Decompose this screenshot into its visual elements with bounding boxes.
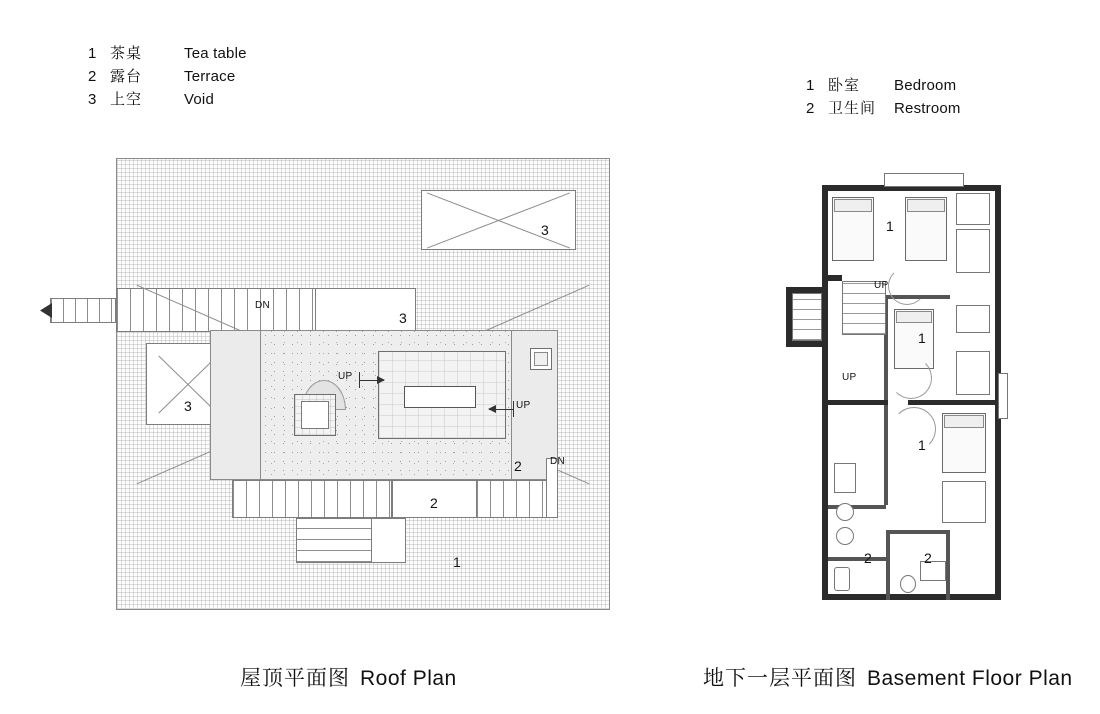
bridge-direction-arrow-icon	[40, 303, 52, 318]
tea-table-furniture	[404, 386, 476, 408]
wall-bath2-left	[886, 530, 890, 600]
legend-label-cn: 茶桌	[110, 45, 143, 62]
roof-plan-caption-cn: 屋顶平面图	[240, 667, 350, 690]
entry-step-edge-3	[786, 341, 826, 347]
wall-corridor-lower	[884, 405, 888, 505]
wall-bath2-top	[888, 530, 948, 534]
pillow-top-right	[907, 199, 945, 212]
basement-plan-caption	[703, 662, 1073, 692]
wall-partition-mid-right	[908, 400, 1001, 405]
legend-label-en: Bedroom	[894, 77, 957, 94]
up-arrow-right-icon	[489, 409, 513, 410]
entry-threshold	[822, 275, 842, 281]
pillow-lower	[944, 415, 984, 428]
roof-hatch-access-inner	[534, 352, 548, 366]
legend-number: 1	[806, 77, 815, 94]
basement-plan-caption-en: Basement Floor Plan	[867, 667, 1073, 690]
label-up-left: UP	[338, 371, 353, 382]
wall-bath2-right	[946, 530, 950, 600]
wardrobe-lower	[942, 481, 986, 523]
bridge-tail-steps	[50, 298, 116, 323]
wall-bath1-mid	[828, 557, 886, 561]
label-bedroom-3: 1	[918, 437, 926, 453]
toilet-2	[900, 575, 916, 593]
wardrobe-top	[956, 193, 990, 225]
toilet-1	[834, 567, 850, 591]
terrace-right-edge-wall	[546, 458, 558, 518]
wall-bottom-outer	[822, 594, 1001, 600]
legend-item	[806, 97, 961, 120]
legend-item	[806, 74, 961, 97]
terrace-step-band-left	[232, 480, 392, 518]
up-tick-right	[513, 401, 514, 417]
legend-label-cn: 露台	[110, 68, 143, 85]
legend-label-en: Void	[184, 91, 214, 108]
terrace-stair-lower-landing	[371, 518, 406, 563]
lightwell-top	[884, 173, 964, 187]
wall-partition-mid-left	[828, 400, 888, 405]
legend-number: 1	[88, 45, 97, 62]
legend-item	[88, 65, 247, 88]
label-restroom-1: 2	[864, 550, 872, 566]
skylight-square-inner	[301, 401, 329, 429]
legend-item	[88, 88, 247, 111]
label-up-mid: UP	[842, 372, 857, 383]
legend-label-cn: 卫生间	[828, 100, 877, 117]
entry-steps	[792, 293, 822, 341]
sink-1	[836, 503, 854, 521]
legend-label-cn: 卧室	[828, 77, 861, 94]
bath-fixture-1	[834, 463, 856, 493]
terrace-step-band-right	[476, 480, 556, 518]
roof-plan-drawing	[116, 158, 610, 610]
legend-number: 2	[88, 68, 97, 85]
legend-number: 2	[806, 100, 815, 117]
door-swing-lower	[892, 407, 936, 451]
label-void-top: 3	[541, 222, 549, 238]
legend-roof-plan	[88, 42, 247, 111]
legend-label-en: Restroom	[894, 100, 961, 117]
label-tea-table: 1	[453, 554, 461, 570]
pillow-middle	[896, 311, 932, 323]
up-tick-left	[359, 372, 360, 388]
legend-label-cn: 上空	[110, 91, 143, 108]
label-void-mid: 3	[399, 310, 407, 326]
wardrobe-top-2	[956, 229, 990, 273]
label-terrace-a: 2	[514, 458, 522, 474]
label-bedroom-2: 1	[918, 330, 926, 346]
label-restroom-2: 2	[924, 550, 932, 566]
roof-plan-caption-en: Roof Plan	[360, 667, 457, 690]
wall-left-outer	[822, 185, 828, 600]
roof-plan-caption	[240, 662, 457, 692]
sink-2	[836, 527, 854, 545]
door-swing-middle	[890, 357, 932, 399]
basement-plan-caption-cn: 地下一层平面图	[703, 667, 857, 690]
basement-plan-drawing	[760, 175, 1010, 600]
label-void-left: 3	[184, 398, 192, 414]
niche-right	[998, 373, 1008, 419]
label-dn-right: DN	[550, 456, 566, 467]
label-dn-bridge: DN	[255, 300, 271, 311]
legend-label-en: Tea table	[184, 45, 247, 62]
label-terrace-b: 2	[430, 495, 438, 511]
wardrobe-middle	[956, 305, 990, 333]
legend-number: 3	[88, 91, 97, 108]
label-up-top: UP	[874, 280, 889, 291]
pillow-top-left	[834, 199, 872, 212]
label-up-right: UP	[516, 400, 531, 411]
label-bedroom-1: 1	[886, 218, 894, 234]
up-arrow-left-icon	[360, 380, 384, 381]
legend-label-en: Terrace	[184, 68, 236, 85]
bridge-steps	[116, 288, 316, 332]
door-swing-top	[888, 267, 926, 305]
legend-item	[88, 42, 247, 65]
desk-middle	[956, 351, 990, 395]
void-opening-top	[421, 190, 576, 250]
legend-basement-plan	[806, 74, 961, 120]
